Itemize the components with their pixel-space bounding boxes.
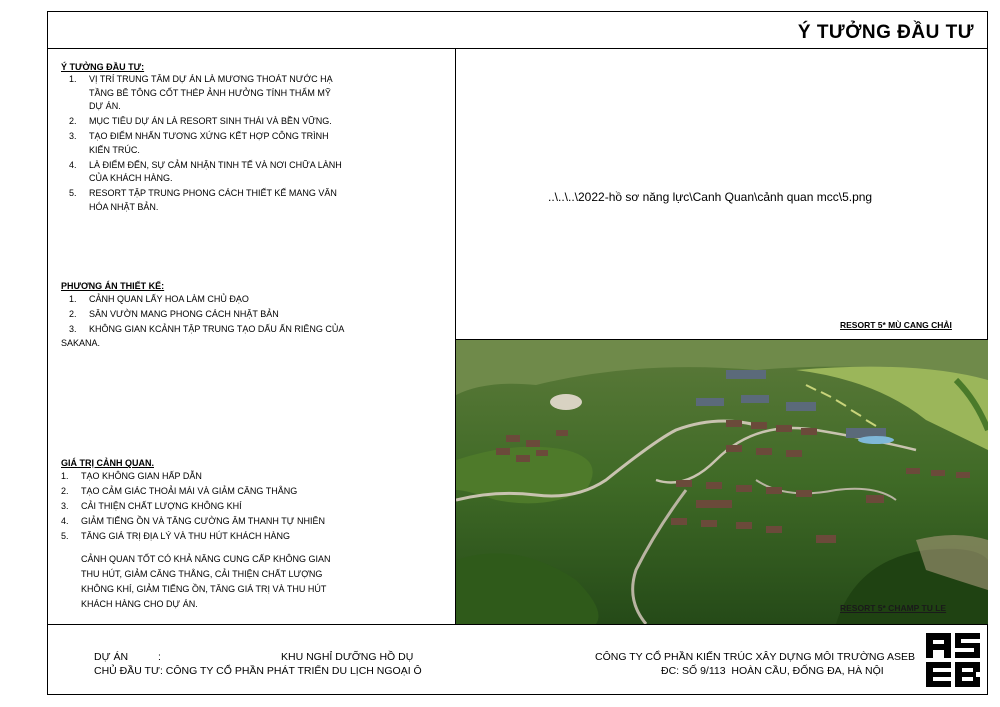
project-colon: : (158, 651, 161, 663)
project-label: DỰ ÁN (94, 651, 129, 663)
aseb-logo-icon (924, 631, 982, 689)
missing-image-path: ..\..\..\2022-hồ sơ năng lực\Canh Quan\cảnh quan mcc\5.png (548, 190, 873, 204)
list-item: 1. CẢNH QUAN LẤY HOA LÀM CHỦ ĐẠO (69, 294, 249, 304)
page-title: Ý TƯỞNG ĐẦU TƯ (797, 22, 974, 43)
list-item: 2. MỤC TIÊU DỰ ÁN LÀ RESORT SINH THÁI VÀ BỀN VỮNG. (69, 116, 332, 126)
list-item: 5. RESORT TẬP TRUNG PHONG CÁCH THIẾT KẾ MANG VĂN HÓA NHẬT BẢN. (69, 188, 337, 212)
investment-idea-heading: Ý TƯỞNG ĐẦU TƯ: (61, 62, 145, 72)
landscape-summary: CẢNH QUAN TỐT CÓ KHẢ NĂNG CUNG CẤP KHÔNG GIAN THU HÚT, GIẢM CĂNG THẲNG, CẢI THIỆN CHẤT LƯỢNG KHÔNG KHÍ, GIẢM TIẾNG ỒN, TĂNG GIÁ TRỊ VÀ THU HÚT KHÁCH HÀNG CHO DỰ ÁN. (81, 554, 331, 609)
list-item: 4. LÀ ĐIỂM ĐẾN, SỰ CẢM NHẬN TINH TẾ VÀ NƠI CHỮA LÀNH CỦA KHÁCH HÀNG. (69, 159, 342, 183)
resort-aerial-photo (456, 340, 988, 624)
footer-divider (47, 624, 988, 625)
company-address: ĐC: SỐ 9/113 HOÀN CẦU, ĐỐNG ĐA, HÀ NỘI (661, 665, 884, 677)
list-item: 5. TĂNG GIÁ TRỊ ĐỊA LÝ VÀ THU HÚT KHÁCH HÀNG (61, 531, 291, 541)
header-divider (47, 48, 988, 49)
list-item: 1. TẠO KHÔNG GIAN HẤP DẪN (61, 471, 202, 481)
landscape-value-list (53, 470, 373, 545)
list-item: 2. TẠO CẢM GIÁC THOẢI MÁI VÀ GIẢM CĂNG THẲNG (61, 486, 298, 496)
list-item: 2. SÂN VƯỜN MANG PHONG CÁCH NHẬT BẢN (69, 309, 279, 319)
project-value: KHU NGHỈ DƯỠNG HỒ DỤ (281, 651, 414, 663)
resort-caption: RESORT 5* MÙ CANG CHẢI (840, 320, 952, 330)
list-item: 3. CẢI THIỆN CHẤT LƯỢNG KHÔNG KHÍ (61, 501, 242, 511)
landscape-value-heading: GIÁ TRỊ CẢNH QUAN. (61, 458, 154, 468)
list-item: 1. VỊ TRÍ TRUNG TÂM DỰ ÁN LÀ MƯƠNG THOÁT NƯỚC HẠ TẦNG BÊ TÔNG CỐT THÉP ẢNH HƯỞNG TÍNH THẨM MỸ DỰ ÁN. (69, 74, 333, 111)
design-plan-list (61, 293, 361, 352)
owner-line: CHỦ ĐẦU TƯ: CÔNG TY CỔ PHẦN PHÁT TRIỂN DU LỊCH NGOẠI Ô (94, 665, 422, 677)
company-name: CÔNG TY CỔ PHẦN KIẾN TRÚC XÂY DỰNG MÔI TRƯỜNG ASEB (595, 651, 916, 663)
design-plan-heading: PHƯƠNG ÁN THIẾT KẾ: (61, 281, 165, 291)
list-item: 3. TẠO ĐIỂM NHẤN TƯƠNG XỨNG KẾT HỢP CÔNG TRÌNH KIẾN TRÚC. (69, 131, 329, 155)
photo-caption: RESORT 5* CHAMP TU LE (840, 603, 947, 613)
list-item: 4. GIẢM TIẾNG ỒN VÀ TĂNG CƯỜNG ÂM THANH TỰ NHIÊN (61, 516, 325, 526)
list-item: 3. KHÔNG GIAN KCẢNH TẬP TRUNG TẠO DẤU ẤN RIÊNG CỦA SAKANA. (61, 324, 345, 348)
investment-idea-list (61, 73, 361, 216)
